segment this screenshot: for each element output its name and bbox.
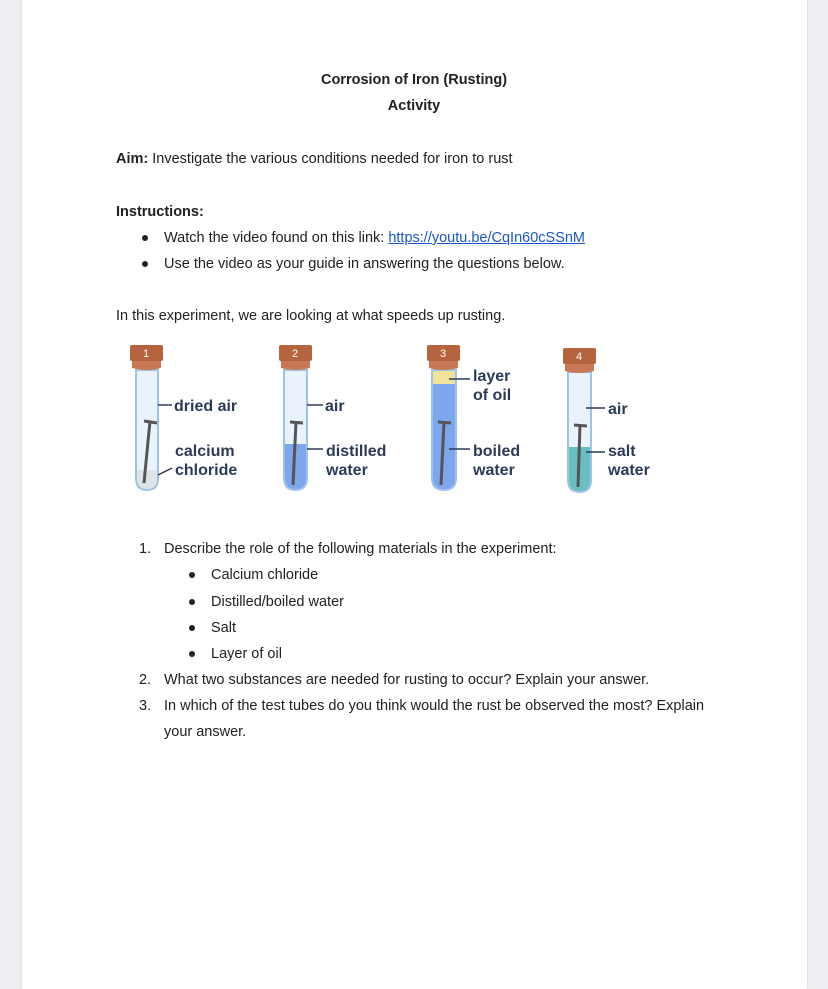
material-item: Salt bbox=[211, 620, 236, 636]
tube-label: boiled bbox=[473, 443, 521, 460]
question-1: Describe the role of the following materials in the experiment: bbox=[164, 541, 557, 557]
test-tube-4 bbox=[563, 348, 650, 492]
question-number: 2. bbox=[139, 672, 152, 688]
tube-label: water bbox=[326, 462, 368, 479]
tube-number: 2 bbox=[291, 348, 299, 360]
question-number: 1. bbox=[139, 541, 152, 557]
test-tube-2 bbox=[279, 345, 386, 490]
tube-label: of oil bbox=[473, 387, 512, 404]
tube-number: 4 bbox=[575, 351, 583, 363]
tube-label: air bbox=[325, 398, 345, 415]
tube-label: dried air bbox=[174, 398, 238, 415]
tube-label: layer bbox=[473, 368, 511, 385]
intro-text: In this experiment, we are looking at what speeds up rusting. bbox=[116, 308, 506, 324]
tube-label: salt bbox=[608, 443, 636, 460]
question-2: What two substances are needed for rusting to occur? Explain your answer. bbox=[164, 672, 650, 688]
bullet-dot bbox=[189, 625, 195, 631]
instruction-item-guide: Use the video as your guide in answering the questions below. bbox=[164, 256, 565, 272]
document-subtitle: Activity bbox=[387, 98, 441, 114]
test-tube-1 bbox=[130, 345, 237, 490]
aim-label: Aim: bbox=[116, 151, 149, 167]
video-link[interactable]: https://youtu.be/CqIn60cSSnM bbox=[388, 230, 586, 246]
aim-text: Investigate the various conditions needed for iron to rust bbox=[148, 151, 513, 167]
bullet-dot bbox=[189, 599, 195, 605]
tube-number: 1 bbox=[142, 348, 150, 360]
bullet-dot bbox=[189, 572, 195, 578]
test-tube-3 bbox=[427, 345, 520, 490]
instructions-heading: Instructions: bbox=[116, 204, 204, 220]
material-item: Layer of oil bbox=[211, 646, 282, 662]
material-item: Distilled/boiled water bbox=[211, 594, 344, 610]
instruction-text: Watch the video found on this link: bbox=[164, 230, 389, 246]
question-number: 3. bbox=[139, 698, 152, 714]
tube-label: water bbox=[608, 462, 650, 479]
question-3-line-1: In which of the test tubes do you think would the rust be observed the most? Explain bbox=[164, 698, 705, 714]
tube-label: calcium bbox=[175, 443, 235, 460]
question-3-line-2: your answer. bbox=[164, 724, 247, 740]
tube-label: air bbox=[608, 401, 628, 418]
tube-label: distilled bbox=[326, 443, 387, 460]
document-title: Corrosion of Iron (Rusting) bbox=[320, 72, 508, 88]
bullet-dot bbox=[189, 651, 195, 657]
material-item: Calcium chloride bbox=[211, 567, 319, 583]
tube-label: chloride bbox=[175, 462, 238, 479]
tube-number: 3 bbox=[439, 348, 447, 360]
tube-label: water bbox=[473, 462, 515, 479]
